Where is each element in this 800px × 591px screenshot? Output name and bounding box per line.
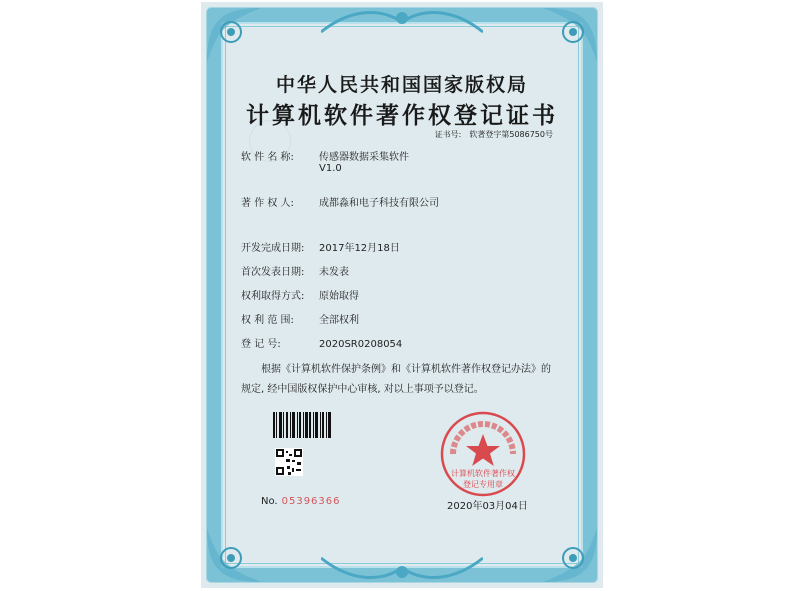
field-value: 成都淼和电子科技有限公司 bbox=[319, 198, 439, 209]
field-value: 未发表 bbox=[319, 267, 349, 278]
field-value: 传感器数据采集软件 bbox=[319, 152, 409, 163]
qr-code-icon bbox=[275, 448, 303, 476]
corner-ornament-icon bbox=[201, 518, 271, 588]
field-completion-date bbox=[241, 239, 400, 254]
issuer-name: 中华人民共和国国家版权局 bbox=[275, 74, 528, 96]
field-value: 全部权利 bbox=[319, 315, 359, 326]
top-ornament-icon bbox=[321, 4, 483, 34]
seal-text-line-2: 登记专用章 bbox=[463, 480, 503, 489]
field-value: 2017年12月18日 bbox=[319, 243, 400, 254]
serial-number bbox=[261, 496, 341, 507]
field-label: 著 作 权 人: bbox=[241, 198, 294, 209]
serial-value: 05396366 bbox=[281, 496, 341, 507]
field-software-name bbox=[241, 148, 409, 174]
field-value: 2020SR0208054 bbox=[319, 339, 403, 350]
field-acquisition-method bbox=[241, 287, 359, 302]
corner-ornament-icon bbox=[201, 2, 271, 72]
field-registration-no bbox=[241, 335, 402, 350]
field-label: 首次发表日期: bbox=[241, 267, 305, 278]
certificate bbox=[201, 2, 603, 588]
seal-text-line-1: 计算机软件著作权 bbox=[451, 469, 515, 478]
field-label: 软 件 名 称: bbox=[241, 152, 294, 163]
cert-no-value: 软著登字第5086750号 bbox=[469, 130, 553, 139]
field-value: 原始取得 bbox=[319, 291, 359, 302]
statement-line-1: 根据《计算机软件保护条例》和《计算机软件著作权登记办法》的 bbox=[261, 364, 551, 375]
corner-ornament-icon bbox=[533, 518, 603, 588]
barcode-icon bbox=[273, 412, 333, 438]
software-version: V1.0 bbox=[319, 163, 342, 174]
field-first-publication bbox=[241, 263, 349, 278]
field-label: 权利取得方式: bbox=[241, 291, 305, 302]
field-rights-scope bbox=[241, 311, 359, 326]
issue-date: 2020年03月04日 bbox=[447, 501, 528, 512]
corner-ornament-icon bbox=[533, 2, 603, 72]
statement-line-2: 规定, 经中国版权保护中心审核, 对以上事项予以登记。 bbox=[241, 384, 484, 395]
field-label: 权 利 范 围: bbox=[241, 315, 294, 326]
field-copyright-owner bbox=[241, 194, 439, 209]
field-label: 登 记 号: bbox=[241, 339, 281, 350]
field-label: 开发完成日期: bbox=[241, 243, 305, 254]
bottom-ornament-icon bbox=[321, 556, 483, 586]
cert-no-label: 证书号: bbox=[434, 130, 462, 139]
certificate-title: 计算机软件著作权登记证书 bbox=[246, 102, 558, 129]
serial-label: No. bbox=[261, 496, 278, 507]
certificate-number bbox=[435, 129, 553, 140]
registration-statement bbox=[241, 360, 571, 400]
